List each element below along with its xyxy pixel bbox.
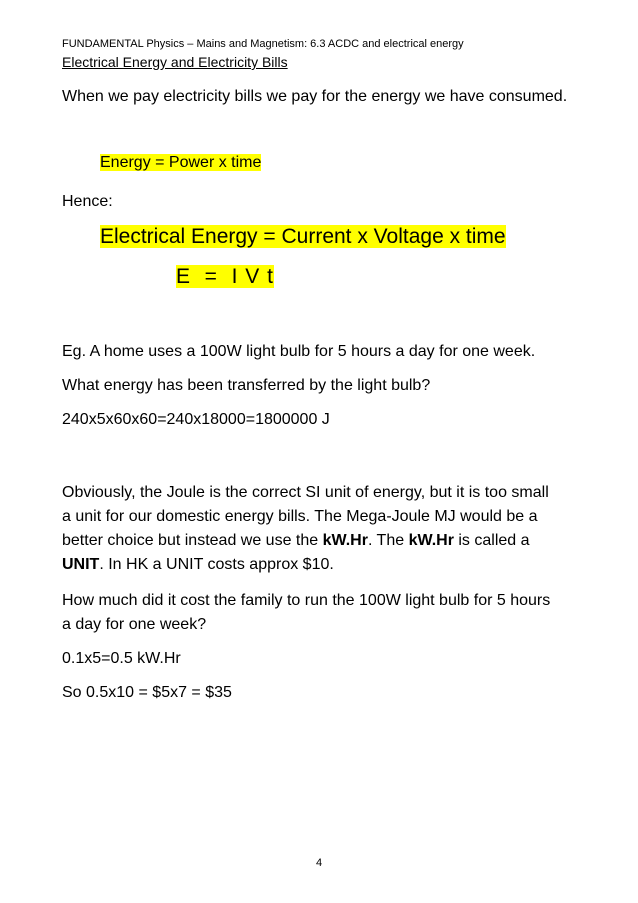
course-header: FUNDAMENTAL Physics – Mains and Magnetism: 6.3 ACDC and electrical energy <box>62 38 464 50</box>
unit-para-bold2: kW.Hr <box>408 532 454 549</box>
example-answer: 240x5x60x60=240x18000=1800000 J <box>62 411 330 428</box>
unit-para-bold1: kW.Hr <box>322 532 368 549</box>
eivt-formula-text: E = I V t <box>176 265 274 288</box>
cost-question: How much did it cost the family to run the 100W light bulb for 5 hours a day for one week? <box>62 592 551 633</box>
hence-text: Hence: <box>62 193 113 210</box>
intro-text: When we pay electricity bills we pay for the energy we have consumed. <box>62 88 568 105</box>
example-statement: Eg. A home uses a 100W light bulb for 5 hours a day for one week. <box>62 343 536 360</box>
energy-formula-text: Energy = Power x time <box>100 154 262 171</box>
example-question: What energy has been transferred by the light bulb? <box>62 377 431 394</box>
unit-para-bold3: UNIT <box>62 556 100 573</box>
cost-step1: 0.1x5=0.5 kW.Hr <box>62 650 181 667</box>
energy-formula <box>100 154 261 172</box>
unit-para-part4: . In HK a UNIT costs approx $10. <box>99 556 334 573</box>
electrical-energy-formula-text: Electrical Energy = Current x Voltage x time <box>100 225 506 248</box>
electrical-energy-formula <box>100 225 506 249</box>
page-number: 4 <box>315 857 323 869</box>
unit-para-part1: Obviously, the Joule is the correct SI unit of energy, but it is too small a unit for our domestic energy bills. The Mega-Joule MJ would be a better choice but instead we use the <box>62 484 549 549</box>
eivt-formula <box>176 265 274 289</box>
unit-paragraph <box>62 481 562 577</box>
cost-step2: So 0.5x10 = $5x7 = $35 <box>62 684 232 701</box>
unit-para-part3: is called a <box>453 532 530 549</box>
page-title: Electrical Energy and Electricity Bills <box>62 54 288 70</box>
unit-para-part2: . The <box>367 532 409 549</box>
